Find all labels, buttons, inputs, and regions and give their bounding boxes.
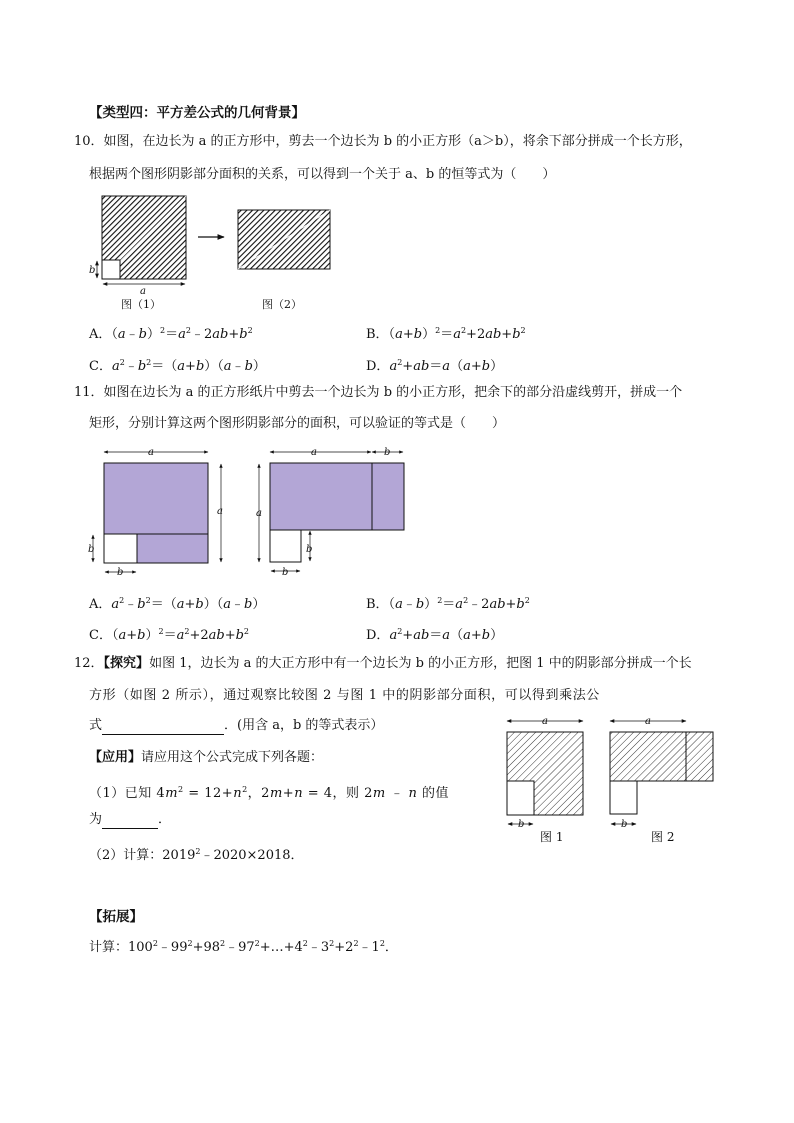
q11-figure-right: [250, 444, 410, 580]
q11-text-line1: [74, 384, 682, 402]
q12-sub1-answer-blank[interactable]: [102, 814, 158, 829]
q12-fig2-label-b: b: [621, 819, 628, 830]
q12-fig2-main-shaded: [610, 732, 686, 781]
q10-fig1-small-square: [102, 260, 120, 279]
q12-line3-suffix: ．(用含 a，b 的等式表示）: [224, 718, 384, 733]
q12-fig1-small-square: [507, 781, 534, 815]
q11-option-b[interactable]: B．$(a﹣b)^2=a^2﹣2ab+b^2$: [366, 596, 530, 612]
q12-sub1-prefix: 为: [89, 812, 103, 827]
q12-apply-tag: 【应用】: [89, 750, 142, 765]
q10-fig1-label-a: a: [140, 286, 146, 297]
q11-left-label-b-side: b: [88, 544, 95, 555]
q10-option-a[interactable]: A．$(a﹣b)^2=a^2﹣2ab+b^2$: [89, 326, 253, 342]
q12-stem-line2: 方形（如图 2 所示），通过观察比较图 2 与图 1 中的阴影部分面积，可以得到乘法公: [89, 688, 600, 703]
q11-right-label-b-side: b: [306, 544, 313, 555]
q11-left-label-b-bottom: b: [117, 567, 124, 578]
extend-calc: 计算：$100^2﹣99^2+98^2﹣97^2+\dots+4^2﹣3^2+2^2﹣1^2$．: [89, 939, 398, 955]
q12-fig2-caption: 图 2: [651, 830, 675, 844]
q12-stem-line3: [89, 717, 383, 735]
q12-sub1-suffix: ．: [158, 812, 172, 827]
q12-figure-1: [498, 713, 598, 831]
q12-fig2-small-square: [610, 781, 637, 814]
q12-fig1-caption: 图 1: [540, 830, 564, 844]
q11-option-a[interactable]: A．$a^2﹣b^2=(a+b)(a﹣b)$: [89, 596, 266, 612]
extend-tag: 【拓展】: [89, 909, 143, 925]
q11-right-strip-shaded: [372, 463, 404, 530]
q12-number: 12．: [74, 656, 104, 671]
q12-explore-tag: 【探究】: [103, 656, 150, 671]
q10-number: 10．: [74, 134, 104, 149]
q12-text-line1: [74, 655, 692, 673]
q11-left-label-a-top: a: [148, 447, 154, 458]
q11-option-c[interactable]: C．$(a+b)^2=a^2+2ab+b^2$: [89, 627, 250, 643]
q10-option-b[interactable]: B．$(a+b)^2=a^2+2ab+b^2$: [366, 326, 526, 342]
q11-left-bottom-shaded: [137, 534, 208, 563]
q11-left-top-shaded: [104, 463, 208, 534]
q12-fig1-label-b: b: [518, 819, 525, 830]
q12-apply-line: [89, 749, 323, 767]
q10-option-c[interactable]: C．$a^2﹣b^2=(a+b)(a﹣b)$: [89, 358, 266, 374]
q10-figure-2: [236, 209, 332, 271]
q10-fig2-caption: 图（2）: [262, 298, 302, 311]
q10-option-d[interactable]: D．$a^2+ab=a(a+b)$: [366, 358, 504, 374]
q12-figure-2: [603, 713, 723, 831]
q11-option-d[interactable]: D．$a^2+ab=a(a+b)$: [366, 627, 504, 643]
q12-fig2-strip-shaded: [686, 732, 713, 781]
q10-stem-line2: 根据两个图形阴影部分面积的关系，可以得到一个关于 a、b 的恒等式为（ ）: [89, 167, 556, 182]
q11-right-label-b-top: b: [384, 447, 391, 458]
q10-transform-arrow: [196, 232, 230, 242]
q12-fig1-label-a: a: [542, 716, 548, 727]
q11-stem-line2: 矩形，分别计算这两个图形阴影部分的面积，可以验证的等式是（ ）: [89, 416, 506, 431]
q12-fig2-label-a: a: [645, 716, 651, 727]
q12-sub1-line1: （1）已知 $4m^2 = 12+n^2$，2m+n = 4，则 2m ﹣ n 的值: [89, 785, 450, 801]
q12-line3-prefix: 式: [89, 718, 103, 733]
q11-right-cut-square: [270, 530, 301, 562]
q12-stem-line1: 如图 1，边长为 a 的大正方形中有一个边长为 b 的小正方形，把图 1 中的阴影部分拼成一个长: [149, 656, 692, 671]
q10-fig1-caption: 图（1）: [121, 298, 161, 311]
q11-stem-line1: 如图在边长为 a 的正方形纸片中剪去一个边长为 b 的小正方形，把余下的部分沿虚线剪开，拼成一个: [103, 385, 683, 400]
q11-number: 11．: [74, 385, 104, 400]
q12-sub2: （2）计算：$2019^2﹣2020\times 2018$．: [89, 847, 304, 863]
q10-fig1-label-b: b: [89, 265, 96, 276]
q11-right-label-a-side: a: [256, 508, 262, 519]
q12-apply-text: 请应用这个公式完成下列各题：: [141, 750, 324, 765]
q11-right-label-a-top: a: [311, 447, 317, 458]
q10-figure-1: [86, 192, 196, 302]
section-heading: 【类型四：平方差公式的几何背景】: [89, 105, 305, 121]
q11-left-cut-square: [104, 534, 137, 563]
q11-figure-left: [84, 444, 234, 580]
q11-left-label-a-side: a: [217, 506, 223, 517]
q10-text-line1: [74, 133, 692, 151]
q12-formula-answer-blank[interactable]: [102, 720, 224, 735]
q11-right-label-b-bottom: b: [282, 567, 289, 578]
q11-right-main-shaded: [270, 463, 372, 530]
q12-sub1-line2: [89, 811, 171, 829]
q10-stem-line1: 如图，在边长为 a 的正方形中，剪去一个边长为 b 的小正方形（a＞b），将余下部分拼成一个长方形，: [103, 134, 692, 149]
